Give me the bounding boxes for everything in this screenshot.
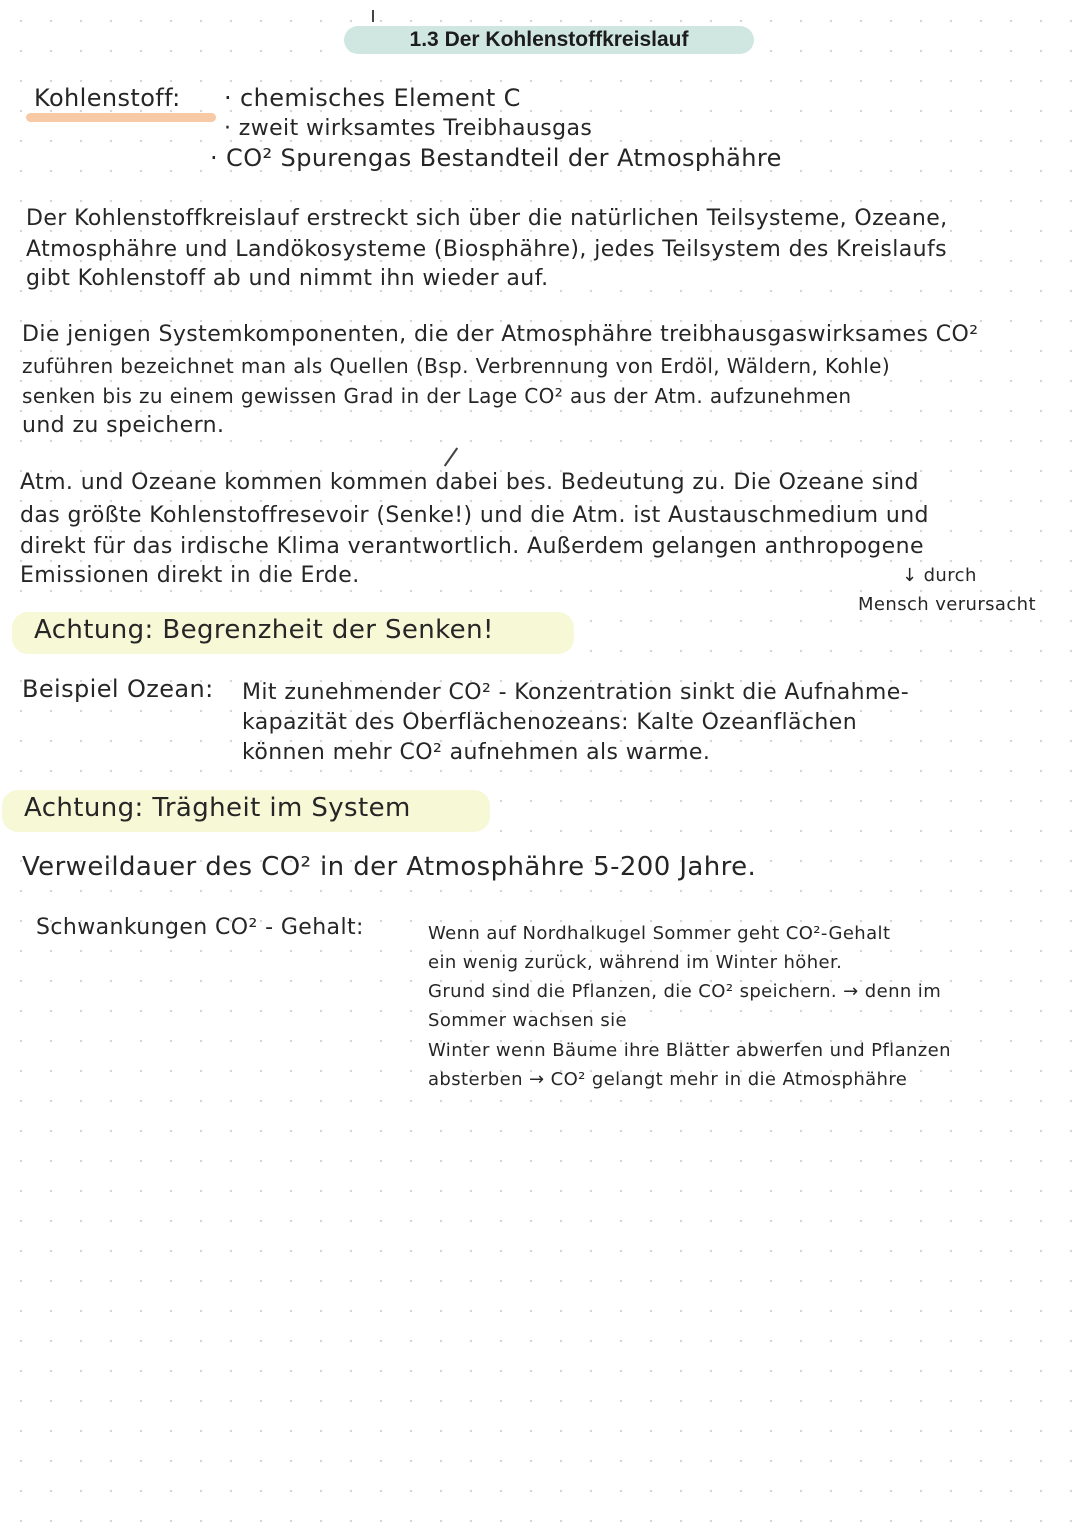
beispiel-line: können mehr CO² aufnehmen als warme.: [242, 740, 711, 765]
term-underline: [26, 113, 216, 122]
margin-note: Mensch verursacht: [858, 594, 1036, 615]
schwankungen-line: Grund sind die Pflanzen, die CO² speichern. → denn im: [428, 981, 942, 1002]
verweildauer-line: Verweildauer des CO² in der Atmosphähre 5-200 Jahre.: [22, 852, 757, 882]
definition-point: · zweit wirksamtes Treibhausgas: [224, 116, 593, 141]
schwankungen-line: ein wenig zurück, während im Winter höher.: [428, 952, 843, 973]
beispiel-line: Mit zunehmender CO² - Konzentration sinkt die Aufnahme-: [242, 680, 910, 705]
paragraph1-line: Der Kohlenstoffkreislauf erstreckt sich über die natürlichen Teilsysteme, Ozeane,: [26, 206, 948, 231]
definition-term: Kohlenstoff:: [34, 84, 181, 112]
definition-point: · CO² Spurengas Bestandteil der Atmosphähre: [210, 144, 782, 172]
paragraph2-line: senken bis zu einem gewissen Grad in der Lage CO² aus der Atm. aufzunehmen: [22, 384, 852, 408]
paragraph2-line: und zu speichern.: [22, 413, 225, 438]
paragraph3-line: direkt für das irdische Klima verantwortlich. Außerdem gelangen anthropogene: [20, 534, 924, 559]
beispiel-label: Beispiel Ozean:: [22, 675, 214, 703]
margin-note: ↓ durch: [902, 565, 977, 586]
schwankungen-label: Schwankungen CO² - Gehalt:: [36, 915, 364, 940]
slash-mark: [444, 447, 458, 466]
schwankungen-line: absterben → CO² gelangt mehr in die Atmosphähre: [428, 1069, 908, 1090]
schwankungen-line: Winter wenn Bäume ihre Blätter abwerfen und Pflanzen: [428, 1040, 951, 1061]
paragraph3-line: das größte Kohlenstoffresevoir (Senke!) und die Atm. ist Austauschmedium und: [20, 503, 929, 528]
achtung-heading: Achtung: Begrenzheit der Senken!: [34, 615, 494, 645]
paragraph1-line: gibt Kohlenstoff ab und nimmt ihn wieder auf.: [26, 266, 549, 291]
definition-point: · chemisches Element C: [224, 84, 521, 112]
schwankungen-line: Sommer wachsen sie: [428, 1010, 627, 1031]
paragraph2-line: Die jenigen Systemkomponenten, die der Atmosphähre treibhausgaswirksames CO²: [22, 322, 979, 347]
achtung-heading: Achtung: Trägheit im System: [24, 793, 411, 823]
paragraph3-line: Atm. und Ozeane kommen kommen dabei bes. Bedeutung zu. Die Ozeane sind: [20, 470, 919, 495]
paragraph2-line: zuführen bezeichnet man als Quellen (Bsp. Verbrennung von Erdöl, Wäldern, Kohle): [22, 354, 891, 378]
page-title: 1.3 Der Kohlenstoffkreislauf: [344, 26, 754, 54]
title-tick-mark: [372, 10, 374, 22]
paragraph1-line: Atmosphähre und Landökosysteme (Biosphähre), jedes Teilsystem des Kreislaufs: [26, 237, 947, 262]
schwankungen-line: Wenn auf Nordhalkugel Sommer geht CO²-Gehalt: [428, 923, 891, 944]
paragraph3-line: Emissionen direkt in die Erde.: [20, 563, 360, 588]
beispiel-line: kapazität des Oberflächenozeans: Kalte Ozeanflächen: [242, 710, 858, 735]
